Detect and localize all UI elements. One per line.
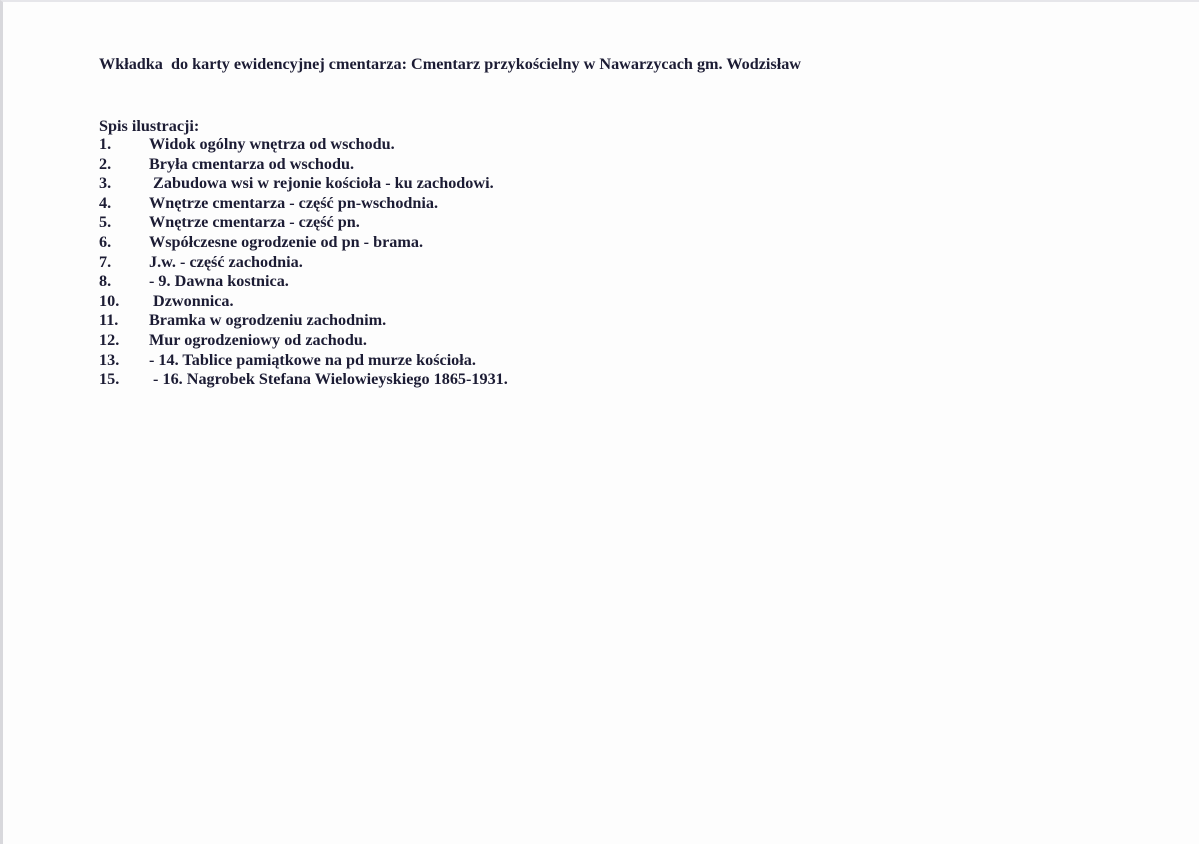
item-text: J.w. - część zachodnia. [149, 252, 303, 271]
item-number: 7. [99, 252, 112, 271]
list-item [99, 272, 508, 292]
list-item [99, 331, 508, 351]
list-item [99, 213, 508, 233]
item-number: 15. [99, 370, 120, 389]
list-item [99, 351, 508, 371]
illustration-list [99, 135, 508, 390]
list-item [99, 253, 508, 273]
item-text: Mur ogrodzeniowy od zachodu. [149, 330, 367, 349]
item-number: 6. [99, 232, 112, 251]
item-text: Bryła cmentarza od wschodu. [149, 154, 355, 173]
list-item [99, 155, 508, 175]
item-text: - 16. Nagrobek Stefana Wielowieyskiego 1865-1931. [149, 370, 508, 389]
item-number: 11. [99, 311, 119, 330]
item-text: - 9. Dawna kostnica. [149, 272, 289, 291]
list-item [99, 311, 508, 331]
item-text: Dzwonnica. [149, 291, 234, 310]
list-item [99, 135, 508, 155]
item-number: 3. [99, 174, 112, 193]
item-number: 2. [99, 154, 112, 173]
item-number: 10. [99, 291, 120, 310]
item-text: Bramka w ogrodzeniu zachodnim. [149, 311, 387, 330]
item-text: Zabudowa wsi w rejonie kościoła - ku zachodowi. [149, 174, 494, 193]
item-number: 5. [99, 213, 112, 232]
item-text: Widok ogólny wnętrza od wschodu. [149, 135, 395, 153]
item-number: 12. [99, 330, 120, 349]
list-item [99, 292, 508, 312]
list-item [99, 174, 508, 194]
list-item [99, 370, 508, 390]
list-item [99, 194, 508, 214]
item-number: 13. [99, 350, 120, 369]
list-item [99, 233, 508, 253]
item-text: Współczesne ogrodzenie od pn - brama. [149, 232, 423, 251]
document-title: Wkładka do karty ewidencyjnej cmentarza: Cmentarz przykościelny w Nawarzycach gm. Wodzisław [99, 55, 801, 73]
item-text: Wnętrze cmentarza - część pn-wschodnia. [149, 193, 439, 212]
item-text: Wnętrze cmentarza - część pn. [149, 213, 360, 232]
item-number: 8. [99, 272, 112, 291]
item-number: 4. [99, 193, 112, 212]
item-text: - 14. Tablice pamiątkowe na pd murze kościoła. [149, 350, 476, 369]
list-heading: Spis ilustracji: [99, 117, 200, 135]
item-number: 1. [99, 135, 112, 153]
